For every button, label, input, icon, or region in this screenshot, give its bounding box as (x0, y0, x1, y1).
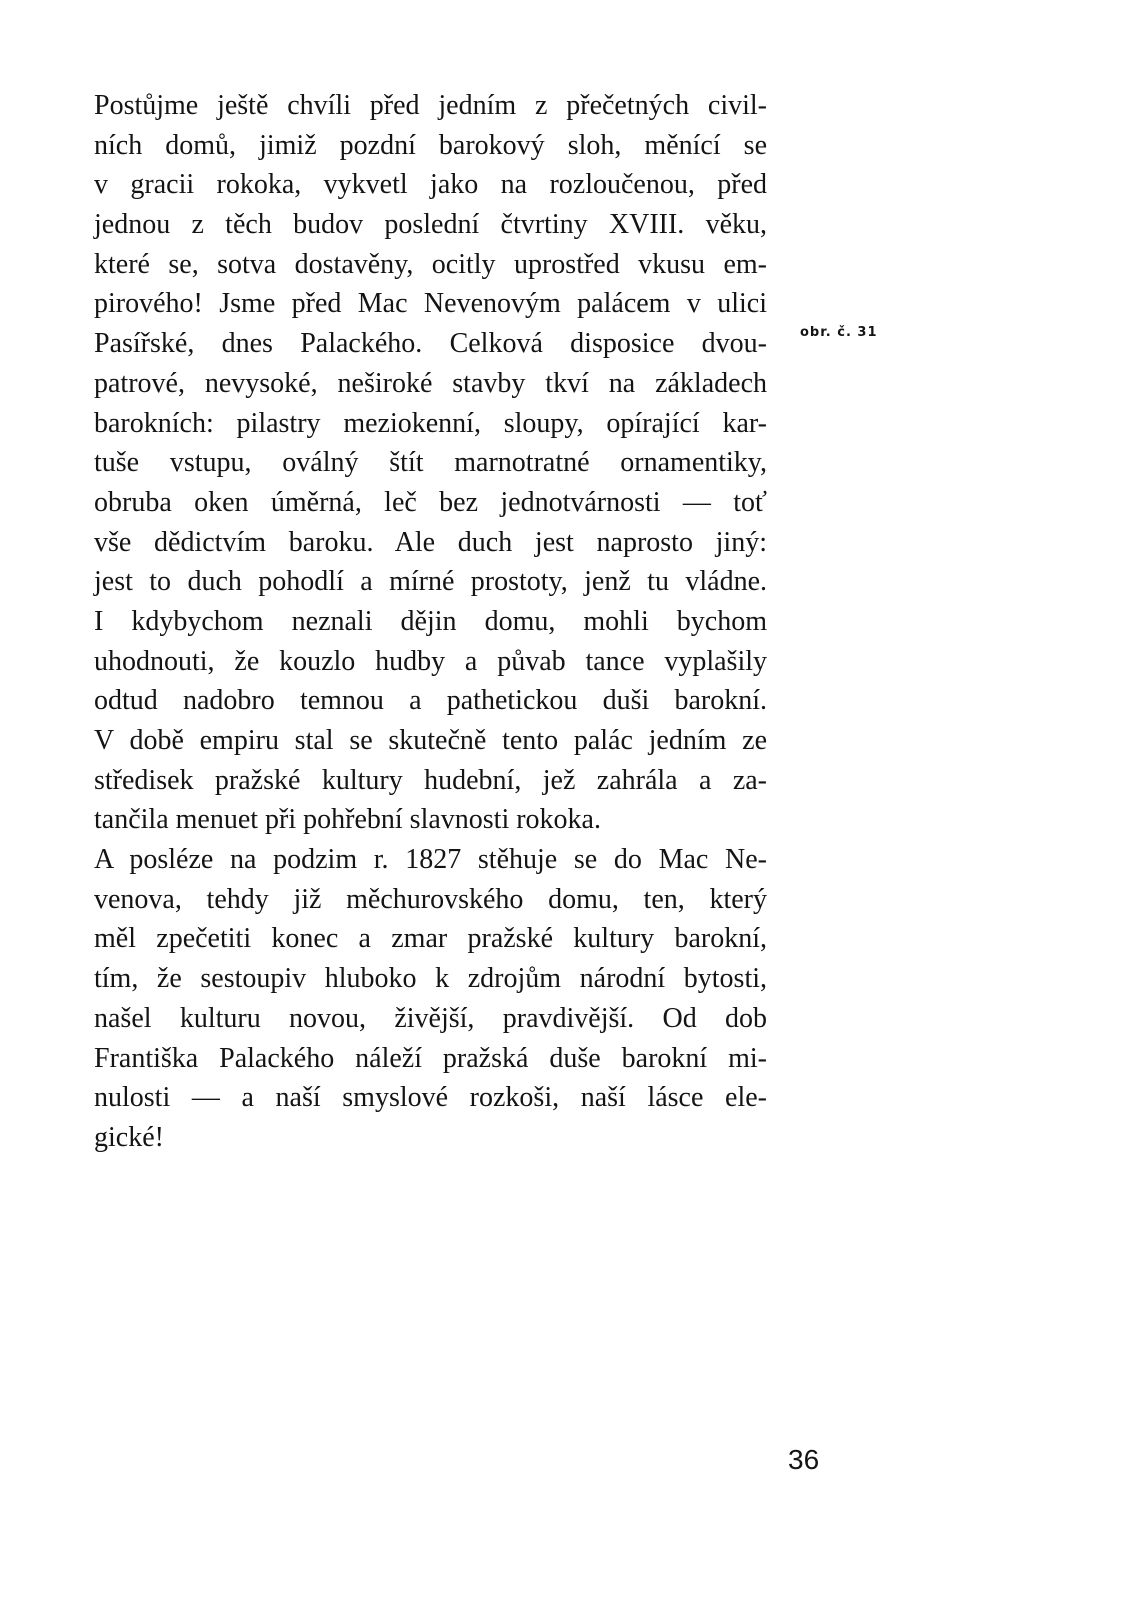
text-line-18: středisek pražské kultury hudební, jež zahrála a za- (94, 764, 767, 796)
text-line-26: nulosti — a naší smyslové rozkoši, naší lásce ele- (94, 1082, 767, 1114)
text-line-27: gické! (94, 1121, 164, 1153)
body-text (94, 86, 767, 1158)
text-line-8: patrové, nevysoké, neširoké stavby tkví na základech (94, 367, 767, 399)
text-line-5: které se, sotva dostavěny, ocitly uprostřed vkusu em- (94, 248, 767, 280)
text-line-9: barokních: pilastry meziokenní, sloupy, opírající kar- (94, 407, 767, 439)
page-number: 36 (788, 1444, 820, 1475)
text-line-13: jest to duch pohodlí a mírné prostoty, jenž tu vládne. (94, 566, 767, 598)
text-line-11: obruba oken úměrná, leč bez jednotvárnosti — toť (94, 486, 767, 518)
text-line-20: A posléze na podzim r. 1827 stěhuje se do Mac Ne- (94, 844, 767, 876)
text-line-16: odtud nadobro temnou a pathetickou duši barokní. (94, 685, 767, 717)
text-line-7: Pasířské, dnes Palackého. Celková disposice dvou- (94, 328, 767, 360)
text-line-6: pirového! Jsme před Mac Nevenovým palácem v ulici (94, 288, 767, 320)
text-line-15: uhodnouti, že kouzlo hudby a půvab tance vyplašily (94, 645, 767, 677)
text-line-25: Františka Palackého náleží pražská duše barokní mi- (94, 1042, 767, 1074)
text-line-19: tančila menuet při pohřební slavnosti rokoka. (94, 804, 601, 836)
text-line-14: I kdybychom neznali dějin domu, mohli bychom (94, 605, 767, 637)
text-line-21: venova, tehdy již měchurovského domu, ten, který (94, 883, 767, 915)
text-line-1: Postůjme ještě chvíli před jedním z přečetných civil- (94, 90, 767, 121)
text-line-17: V době empiru stal se skutečně tento palác jedním ze (94, 725, 767, 756)
text-line-3: v gracii rokoka, vykvetl jako na rozloučenou, před (94, 169, 767, 201)
text-line-10: tuše vstupu, oválný štít marnotratné ornamentiky, (94, 447, 767, 479)
text-line-12: vše dědictvím baroku. Ale duch jest naprosto jiný: (94, 526, 767, 558)
figure-reference-note: obr. č. 31 (800, 325, 878, 340)
text-line-24: našel kulturu novou, živější, pravdivější. Od dob (94, 1002, 767, 1034)
text-line-4: jednou z těch budov poslední čtvrtiny XVIII. věku, (94, 209, 767, 241)
text-line-2: ních domů, jimiž pozdní barokový sloh, měnící se (94, 129, 767, 161)
text-line-23: tím, že sestoupiv hluboko k zdrojům národní bytosti, (94, 963, 767, 995)
text-line-22: měl zpečetiti konec a zmar pražské kultury barokní, (94, 923, 767, 955)
